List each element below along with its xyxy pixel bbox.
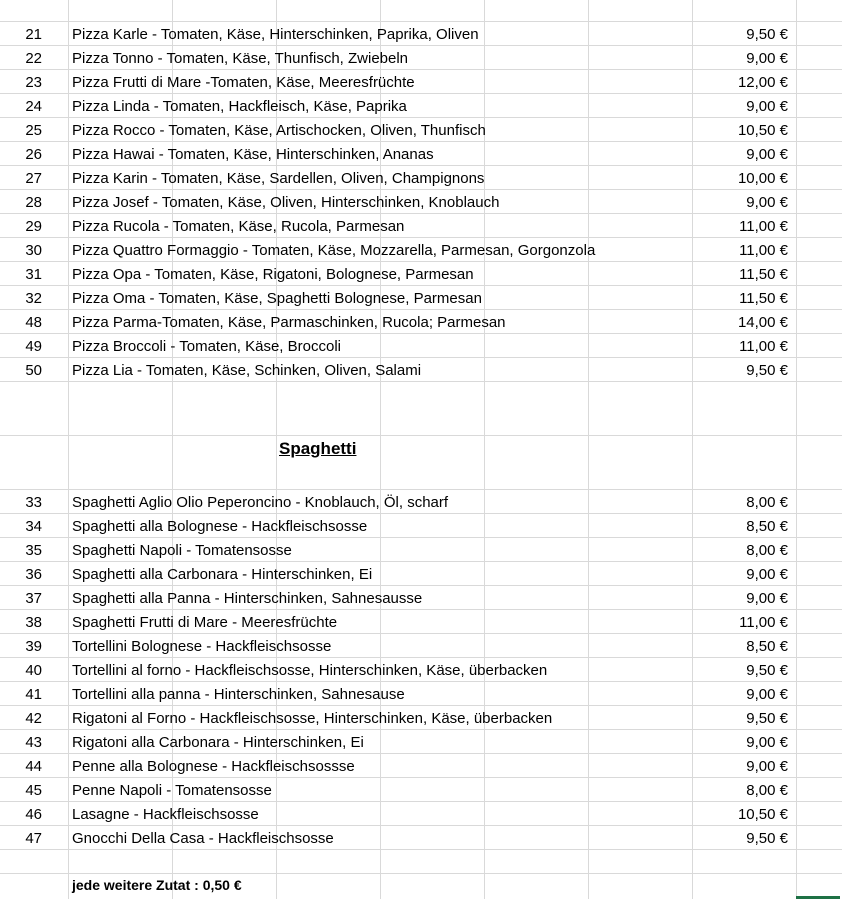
table-row[interactable] xyxy=(0,754,842,778)
table-row[interactable] xyxy=(0,802,842,826)
item-description: Pizza Lia - Tomaten, Käse, Schinken, Oliven, Salami xyxy=(72,362,422,379)
item-description: Pizza Linda - Tomaten, Hackfleisch, Käse, Paprika xyxy=(72,98,407,115)
item-description: Pizza Oma - Tomaten, Käse, Spaghetti Bolognese, Parmesan xyxy=(72,290,482,307)
item-number: 38 xyxy=(25,614,42,631)
item-price: 9,00 € xyxy=(746,758,788,775)
item-description: Rigatoni al Forno - Hackfleischsosse, Hinterschinken, Käse, überbacken xyxy=(72,710,553,727)
table-row[interactable] xyxy=(0,562,842,586)
item-price: 11,00 € xyxy=(739,338,788,355)
table-row[interactable] xyxy=(0,190,842,214)
table-row[interactable] xyxy=(0,70,842,94)
table-row[interactable] xyxy=(0,586,842,610)
table-row[interactable] xyxy=(0,514,842,538)
table-row[interactable] xyxy=(0,118,842,142)
item-number: 21 xyxy=(25,26,42,43)
table-row[interactable] xyxy=(0,464,842,490)
item-price: 9,50 € xyxy=(746,362,788,379)
item-number: 29 xyxy=(25,218,42,235)
item-price: 8,00 € xyxy=(746,782,788,799)
table-row[interactable] xyxy=(0,334,842,358)
item-description: Pizza Hawai - Tomaten, Käse, Hinterschinken, Ananas xyxy=(72,146,434,163)
item-number: 44 xyxy=(25,758,42,775)
table-row[interactable] xyxy=(0,778,842,802)
item-price: 11,00 € xyxy=(739,614,788,631)
item-description: Rigatoni alla Carbonara - Hinterschinken, Ei xyxy=(72,734,364,751)
item-number: 47 xyxy=(25,830,42,847)
item-number: 31 xyxy=(25,266,42,283)
item-price: 9,50 € xyxy=(746,830,788,847)
item-number: 35 xyxy=(25,542,42,559)
item-price: 8,00 € xyxy=(746,494,788,511)
item-number: 40 xyxy=(25,662,42,679)
item-number: 45 xyxy=(25,782,42,799)
item-description: Pizza Rucola - Tomaten, Käse, Rucola, Parmesan xyxy=(72,218,405,235)
extra-topping-note: jede weitere Zutat : 0,50 € xyxy=(72,877,242,893)
item-description: Pizza Broccoli - Tomaten, Käse, Broccoli xyxy=(72,338,341,355)
item-description: Tortellini al forno - Hackfleischsosse, Hinterschinken, Käse, überbacken xyxy=(72,662,548,679)
item-price: 9,50 € xyxy=(746,662,788,679)
item-number: 28 xyxy=(25,194,42,211)
table-row[interactable] xyxy=(0,262,842,286)
item-number: 39 xyxy=(25,638,42,655)
table-row[interactable] xyxy=(0,610,842,634)
table-row[interactable] xyxy=(0,658,842,682)
item-number: 33 xyxy=(25,494,42,511)
item-price: 9,50 € xyxy=(746,710,788,727)
item-description: Spaghetti Frutti di Mare - Meeresfrüchte xyxy=(72,614,338,631)
item-description: Pizza Josef - Tomaten, Käse, Oliven, Hinterschinken, Knoblauch xyxy=(72,194,500,211)
item-description: Pizza Karle - Tomaten, Käse, Hinterschinken, Paprika, Oliven xyxy=(72,26,479,43)
table-row[interactable] xyxy=(0,358,842,382)
table-row[interactable] xyxy=(0,706,842,730)
item-description: Spaghetti alla Carbonara - Hinterschinken, Ei xyxy=(72,566,373,583)
table-row[interactable] xyxy=(0,310,842,334)
table-row[interactable] xyxy=(0,94,842,118)
item-price: 12,00 € xyxy=(737,74,788,91)
item-number: 50 xyxy=(25,362,42,379)
table-row[interactable] xyxy=(0,410,842,436)
item-price: 11,50 € xyxy=(739,266,788,283)
item-description: Spaghetti Napoli - Tomatensosse xyxy=(72,542,292,559)
item-description: Spaghetti Aglio Olio Peperoncino - Knoblauch, Öl, scharf xyxy=(72,494,449,511)
item-description: Penne Napoli - Tomatensosse xyxy=(72,782,272,799)
item-price: 9,00 € xyxy=(746,146,788,163)
item-description: Tortellini alla panna - Hinterschinken, Sahnesause xyxy=(72,686,405,703)
item-description: Pizza Rocco - Tomaten, Käse, Artischocken, Oliven, Thunfisch xyxy=(72,122,486,139)
item-number: 27 xyxy=(25,170,42,187)
item-price: 9,00 € xyxy=(746,590,788,607)
item-description: Spaghetti alla Bolognese - Hackfleischsosse xyxy=(72,518,368,535)
item-number: 25 xyxy=(25,122,42,139)
table-row[interactable] xyxy=(0,730,842,754)
item-price: 9,00 € xyxy=(746,194,788,211)
table-row[interactable] xyxy=(0,826,842,850)
item-price: 9,00 € xyxy=(746,686,788,703)
item-number: 43 xyxy=(25,734,42,751)
item-price: 9,00 € xyxy=(746,98,788,115)
item-price: 11,50 € xyxy=(739,290,788,307)
item-price: 10,00 € xyxy=(737,170,788,187)
table-row[interactable] xyxy=(0,46,842,70)
item-number: 30 xyxy=(25,242,42,259)
item-number: 37 xyxy=(25,590,42,607)
item-description: Penne alla Bolognese - Hackfleischsossse xyxy=(72,758,355,775)
table-row[interactable] xyxy=(0,0,842,22)
item-description: Pizza Opa - Tomaten, Käse, Rigatoni, Bolognese, Parmesan xyxy=(72,266,474,283)
item-description: Pizza Karin - Tomaten, Käse, Sardellen, Oliven, Champignons xyxy=(72,170,485,187)
item-price: 9,00 € xyxy=(746,50,788,67)
item-description: Pizza Quattro Formaggio - Tomaten, Käse, Mozzarella, Parmesan, Gorgonzola xyxy=(72,242,596,259)
item-number: 32 xyxy=(25,290,42,307)
item-number: 46 xyxy=(25,806,42,823)
table-row[interactable] xyxy=(0,22,842,46)
item-description: Pizza Tonno - Tomaten, Käse, Thunfisch, Zwiebeln xyxy=(72,50,409,67)
item-price: 8,00 € xyxy=(746,542,788,559)
item-description: Pizza Frutti di Mare -Tomaten, Käse, Meeresfrüchte xyxy=(72,74,415,91)
item-price: 11,00 € xyxy=(739,218,788,235)
item-price: 9,00 € xyxy=(746,734,788,751)
table-row[interactable] xyxy=(0,142,842,166)
item-number: 26 xyxy=(25,146,42,163)
item-number: 49 xyxy=(25,338,42,355)
item-number: 48 xyxy=(25,314,42,331)
item-description: Tortellini Bolognese - Hackfleischsosse xyxy=(72,638,332,655)
item-number: 23 xyxy=(25,74,42,91)
table-row[interactable] xyxy=(0,490,842,514)
item-price: 9,50 € xyxy=(746,26,788,43)
item-description: Pizza Parma-Tomaten, Käse, Parmaschinken, Rucola; Parmesan xyxy=(72,314,506,331)
item-description: Lasagne - Hackfleischsosse xyxy=(72,806,259,823)
item-number: 34 xyxy=(25,518,42,535)
table-row[interactable] xyxy=(0,874,842,900)
item-number: 24 xyxy=(25,98,42,115)
item-number: 22 xyxy=(25,50,42,67)
item-price: 8,50 € xyxy=(746,518,788,535)
table-row[interactable] xyxy=(0,538,842,562)
item-price: 10,50 € xyxy=(737,806,788,823)
table-row[interactable] xyxy=(0,214,842,238)
table-row[interactable] xyxy=(0,682,842,706)
table-row[interactable] xyxy=(0,850,842,874)
item-number: 42 xyxy=(25,710,42,727)
section-heading-spaghetti: Spaghetti xyxy=(279,439,357,458)
item-price: 11,00 € xyxy=(739,242,788,259)
table-row[interactable] xyxy=(0,634,842,658)
table-row[interactable] xyxy=(0,286,842,310)
table-row[interactable] xyxy=(0,238,842,262)
item-price: 10,50 € xyxy=(737,122,788,139)
item-price: 8,50 € xyxy=(746,638,788,655)
item-description: Spaghetti alla Panna - Hinterschinken, Sahnesausse xyxy=(72,590,423,607)
item-number: 41 xyxy=(25,686,42,703)
table-row[interactable] xyxy=(0,436,842,464)
item-number: 36 xyxy=(25,566,42,583)
item-price: 9,00 € xyxy=(746,566,788,583)
item-description: Gnocchi Della Casa - Hackfleischsosse xyxy=(72,830,334,847)
table-row[interactable] xyxy=(0,166,842,190)
item-price: 14,00 € xyxy=(737,314,788,331)
